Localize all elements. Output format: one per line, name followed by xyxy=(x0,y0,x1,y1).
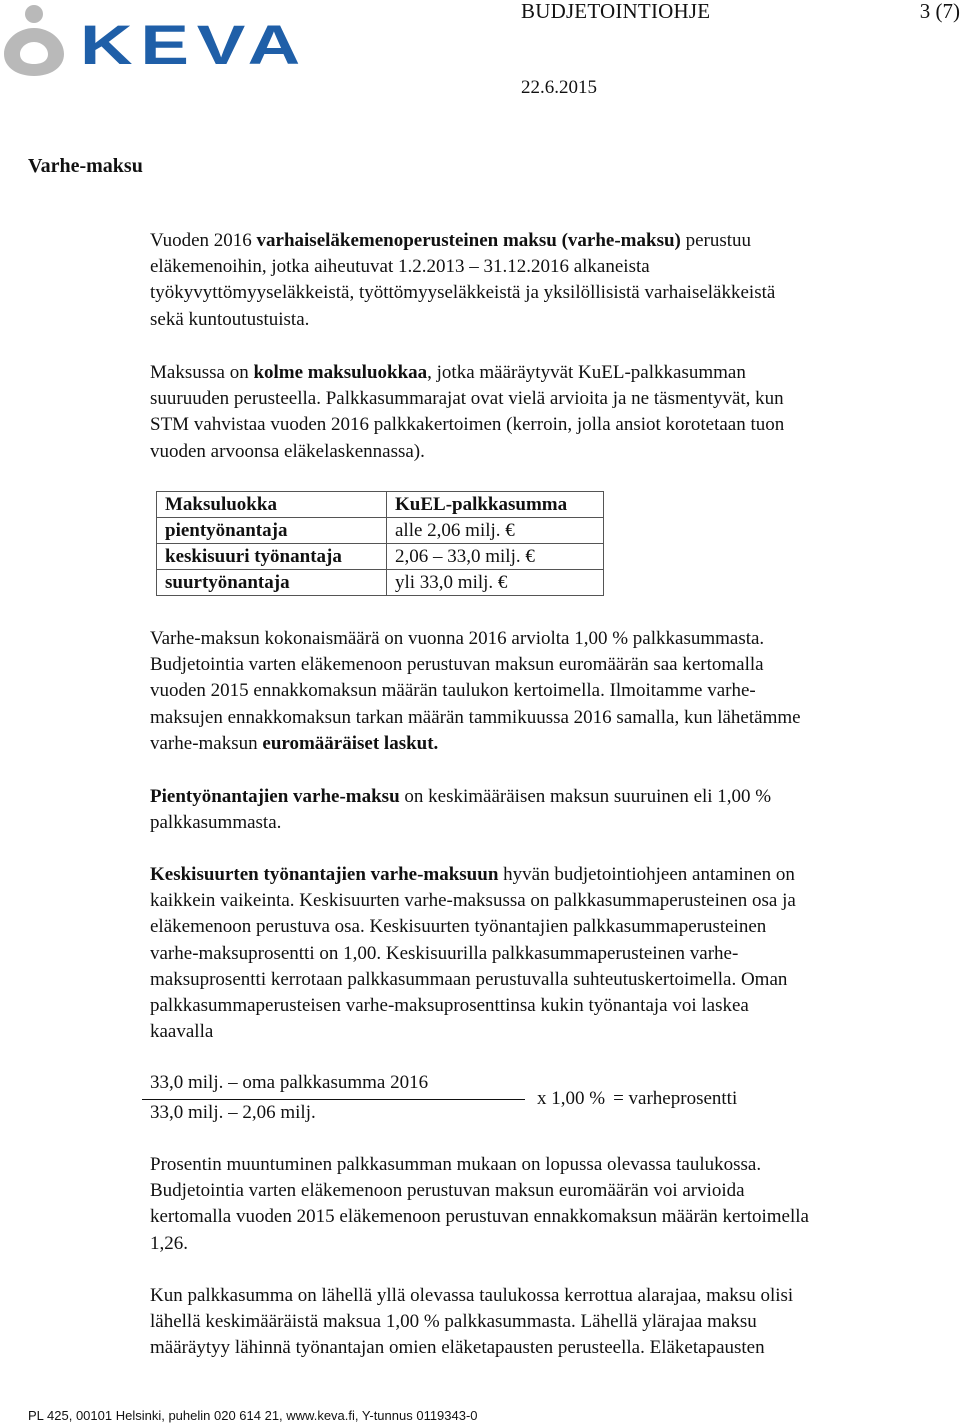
text-line xyxy=(150,678,935,704)
text-segment: lähellä keskimääräistä maksua 1,00 % palkkasummasta. Lähellä ylärajaa maksu xyxy=(150,1311,757,1333)
logo-emblem-icon xyxy=(4,5,64,76)
text-line xyxy=(150,705,935,731)
text-segment: on keskimääräisen maksun suuruinen eli 1,00 % xyxy=(399,786,772,807)
text-segment: vuoden 2015 ennakkomaksun määrän taulukon kertoimella. Ilmoitamme varhe- xyxy=(150,680,756,702)
text-segment: määräytyy lähinnä työnantajan omien eläketapausten perusteella. Eläketapausten xyxy=(150,1337,765,1359)
text-line xyxy=(150,228,935,254)
table-row xyxy=(157,570,604,596)
text-line xyxy=(150,280,935,306)
text-line xyxy=(150,1178,935,1204)
formula-multiplier xyxy=(537,1088,745,1110)
text-line xyxy=(150,626,935,652)
text-segment: Varhe-maksun kokonaismäärä on vuonna 2016 arviolta 1,00 % palkkasummasta. xyxy=(150,628,765,649)
document-date: 22.6.2015 xyxy=(521,77,597,98)
text-segment: työkyvyttömyyseläkkeistä, työttömyyseläkkeistä ja yksilöllisistä varhaiseläkkeistä xyxy=(150,282,776,304)
section-heading: Varhe-maksu xyxy=(28,155,143,177)
formula xyxy=(150,1072,850,1132)
text-line xyxy=(150,652,935,678)
text-line xyxy=(150,386,935,412)
table-header-cell: Maksuluokka xyxy=(157,492,387,518)
text-line xyxy=(150,967,935,993)
text-line xyxy=(150,862,935,888)
paragraph-limits xyxy=(150,1283,935,1362)
paragraph-percentage xyxy=(150,1152,935,1257)
bold-text: Pientyönantajien varhe-maksu xyxy=(150,786,400,807)
formula-denominator: 33,0 milj. – 2,06 milj. xyxy=(150,1102,316,1123)
table-row xyxy=(157,544,604,570)
text-line xyxy=(150,1152,935,1178)
text-segment: eläkemenoihin, jotka aiheutuvat 1.2.2013 – 31.12.2016 alkaneista xyxy=(150,256,650,278)
text-line xyxy=(150,412,935,438)
text-line xyxy=(150,888,935,914)
bold-text: Keskisuurten työnantajien varhe-maksuun xyxy=(150,864,499,885)
formula-numerator: 33,0 milj. – oma palkkasumma 2016 xyxy=(150,1072,429,1093)
text-segment: maksujen ennakkomaksun tarkan määrän tammikuussa 2016 samalla, kun lähetämme xyxy=(150,706,801,728)
text-line xyxy=(150,914,935,940)
text-segment: Maksussa on xyxy=(150,362,254,383)
text-segment: Vuoden 2016 xyxy=(150,230,257,251)
text-segment: vuoden arvoonsa eläkelaskennassa). xyxy=(150,440,425,462)
text-line xyxy=(150,1283,935,1309)
text-segment: suuruuden perusteella. Palkkasummarajat ovat vielä arvioita ja ne täsmentyvät, kun xyxy=(150,388,784,410)
fee-class-table xyxy=(156,491,604,596)
text-line xyxy=(150,1231,935,1257)
text-line xyxy=(150,254,935,280)
table-header-cell: KuEL-palkkasumma xyxy=(387,492,604,518)
table-cell: suurtyönantaja xyxy=(157,570,387,596)
paragraph-medium-employers xyxy=(150,862,935,1045)
logo-wordmark: KEVA xyxy=(80,13,308,76)
text-segment: Kun palkkasumma on lähellä yllä olevassa taulukossa kerrottua alarajaa, maksu olisi xyxy=(150,1285,794,1306)
table-cell: pientyönantaja xyxy=(157,518,387,544)
table-cell: yli 33,0 milj. € xyxy=(387,570,604,596)
text-line xyxy=(150,1335,935,1361)
keva-logo xyxy=(0,0,320,80)
text-segment: varhe-maksun xyxy=(150,732,263,754)
text-segment: hyvän budjetointiohjeen antaminen on xyxy=(498,864,795,885)
text-segment: , jotka määräytyvät KuEL-palkkasumman xyxy=(427,362,746,383)
text-segment: palkkasummaperusteisen varhe-maksuprosenttinsa kukin työnantaja voi laskea xyxy=(150,995,749,1017)
text-segment: sekä kuntoutustuista. xyxy=(150,308,310,330)
paragraph-total xyxy=(150,626,935,757)
footer-contact: PL 425, 00101 Helsinki, puhelin 020 614 21, www.keva.fi, Y-tunnus 0119343-0 xyxy=(28,1408,478,1423)
text-segment: kaavalla xyxy=(150,1021,214,1043)
table-cell: alle 2,06 milj. € xyxy=(387,518,604,544)
text-line xyxy=(150,1204,935,1230)
text-segment: 1,26. xyxy=(150,1232,188,1254)
text-line xyxy=(150,1309,935,1335)
paragraph-intro xyxy=(150,228,935,333)
text-line xyxy=(150,993,935,1019)
text-line xyxy=(150,731,935,757)
text-line xyxy=(150,360,935,386)
table-cell: 2,06 – 33,0 milj. € xyxy=(387,544,604,570)
text-line xyxy=(150,1019,935,1045)
text-line xyxy=(150,810,935,836)
document-title: BUDJETOINTIOHJE xyxy=(521,0,711,23)
text-line xyxy=(150,784,935,810)
bold-text: euromääräiset laskut. xyxy=(262,732,439,754)
formula-result: = varheprosentti xyxy=(613,1088,738,1109)
text-segment: perustuu xyxy=(680,230,752,251)
text-segment: Budjetointia varten eläkemenoon perustuvan maksun euromäärän saa kertomalla xyxy=(150,654,764,676)
text-segment: Prosentin muuntuminen palkkasumman mukaan on lopussa olevassa taulukossa. xyxy=(150,1154,762,1175)
text-segment: palkkasummasta. xyxy=(150,812,282,834)
bold-text: kolme maksuluokkaa xyxy=(253,362,428,383)
table-row xyxy=(157,518,604,544)
text-line xyxy=(150,307,935,333)
fraction-bar xyxy=(142,1099,525,1100)
text-segment: Budjetointia varten eläkemenoon perustuvan maksun euromäärän voi arvioida xyxy=(150,1180,745,1202)
text-segment: eläkemenoon perustuva osa. Keskisuurten työnantajien palkkasummaperusteinen xyxy=(150,916,767,938)
table-cell: keskisuuri työnantaja xyxy=(157,544,387,570)
text-segment: maksuprosentti kerrotaan palkkasummaan perustuvalla suhteutuskertoimella. Oman xyxy=(150,968,788,990)
paragraph-small-employers xyxy=(150,784,935,836)
text-line xyxy=(150,439,935,465)
bold-text: varhaiseläkemenoperusteinen maksu (varhe-maksu) xyxy=(256,230,681,251)
text-segment: STM vahvistaa vuoden 2016 palkkakertoimen (kerroin, jolla ansiot korotetaan tuon xyxy=(150,414,785,436)
paragraph-classes xyxy=(150,360,935,465)
page-number: 3 (7) xyxy=(919,0,960,23)
text-segment: varhe-maksuprosentti on 1,00. Keskisuurilla palkkasummaperusteinen varhe- xyxy=(150,942,739,964)
table-header-row xyxy=(157,492,604,518)
formula-multiplier-value: x 1,00 % xyxy=(537,1088,606,1109)
text-segment: kaikkein vaikeinta. Keskisuurten varhe-maksussa on palkkasummaperusteinen osa ja xyxy=(150,890,796,912)
text-segment: kertomalla vuoden 2015 eläkemenoon perustuvan ennakkomaksun määrän kertoimella xyxy=(150,1206,809,1228)
text-line xyxy=(150,941,935,967)
